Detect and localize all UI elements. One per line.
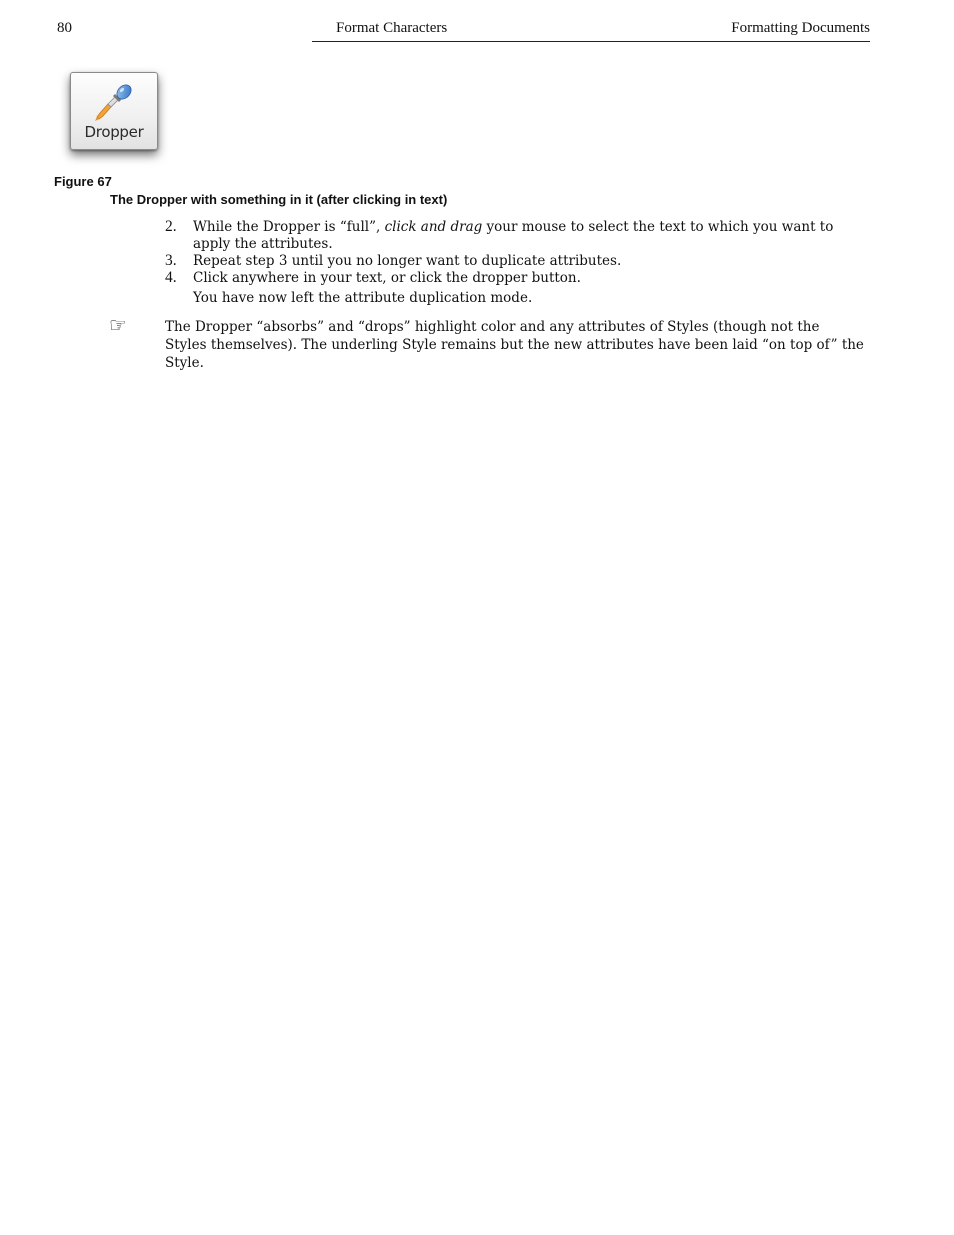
note-text: The Dropper “absorbs” and “drops” highlight color and any attributes of Styles (though not the Styles themselves). The underling Style remains but the new attributes have been laid “on top of” the Style. — [165, 319, 864, 371]
step-item — [165, 269, 845, 289]
dropper-button[interactable] — [70, 72, 158, 150]
figure-number: Figure 67 — [54, 174, 112, 189]
header-chapter-title: Formatting Documents — [731, 20, 870, 36]
pointing-hand-icon: ☞ — [109, 313, 127, 337]
step-text: Click anywhere in your text, or click the dropper button. — [193, 270, 581, 286]
eyedropper-icon — [93, 83, 137, 123]
step-number: 2. — [165, 218, 177, 235]
step-number: 4. — [165, 269, 177, 286]
step-text: Repeat step 3 until you no longer want to duplicate attributes. — [193, 253, 622, 269]
dropper-button-label: Dropper — [84, 123, 144, 141]
step-result: You have now left the attribute duplication mode. — [193, 290, 533, 306]
header-rule — [312, 41, 870, 42]
step-text: While the Dropper is “full”, click and drag your mouse to select the text to which you want to apply the attributes. — [193, 219, 834, 252]
step-number: 3. — [165, 252, 177, 269]
figure-caption: The Dropper with something in it (after clicking in text) — [110, 192, 448, 207]
step-emphasis: click and drag — [384, 219, 483, 235]
page-number: 80 — [57, 20, 72, 36]
header-section-title: Format Characters — [336, 20, 448, 36]
